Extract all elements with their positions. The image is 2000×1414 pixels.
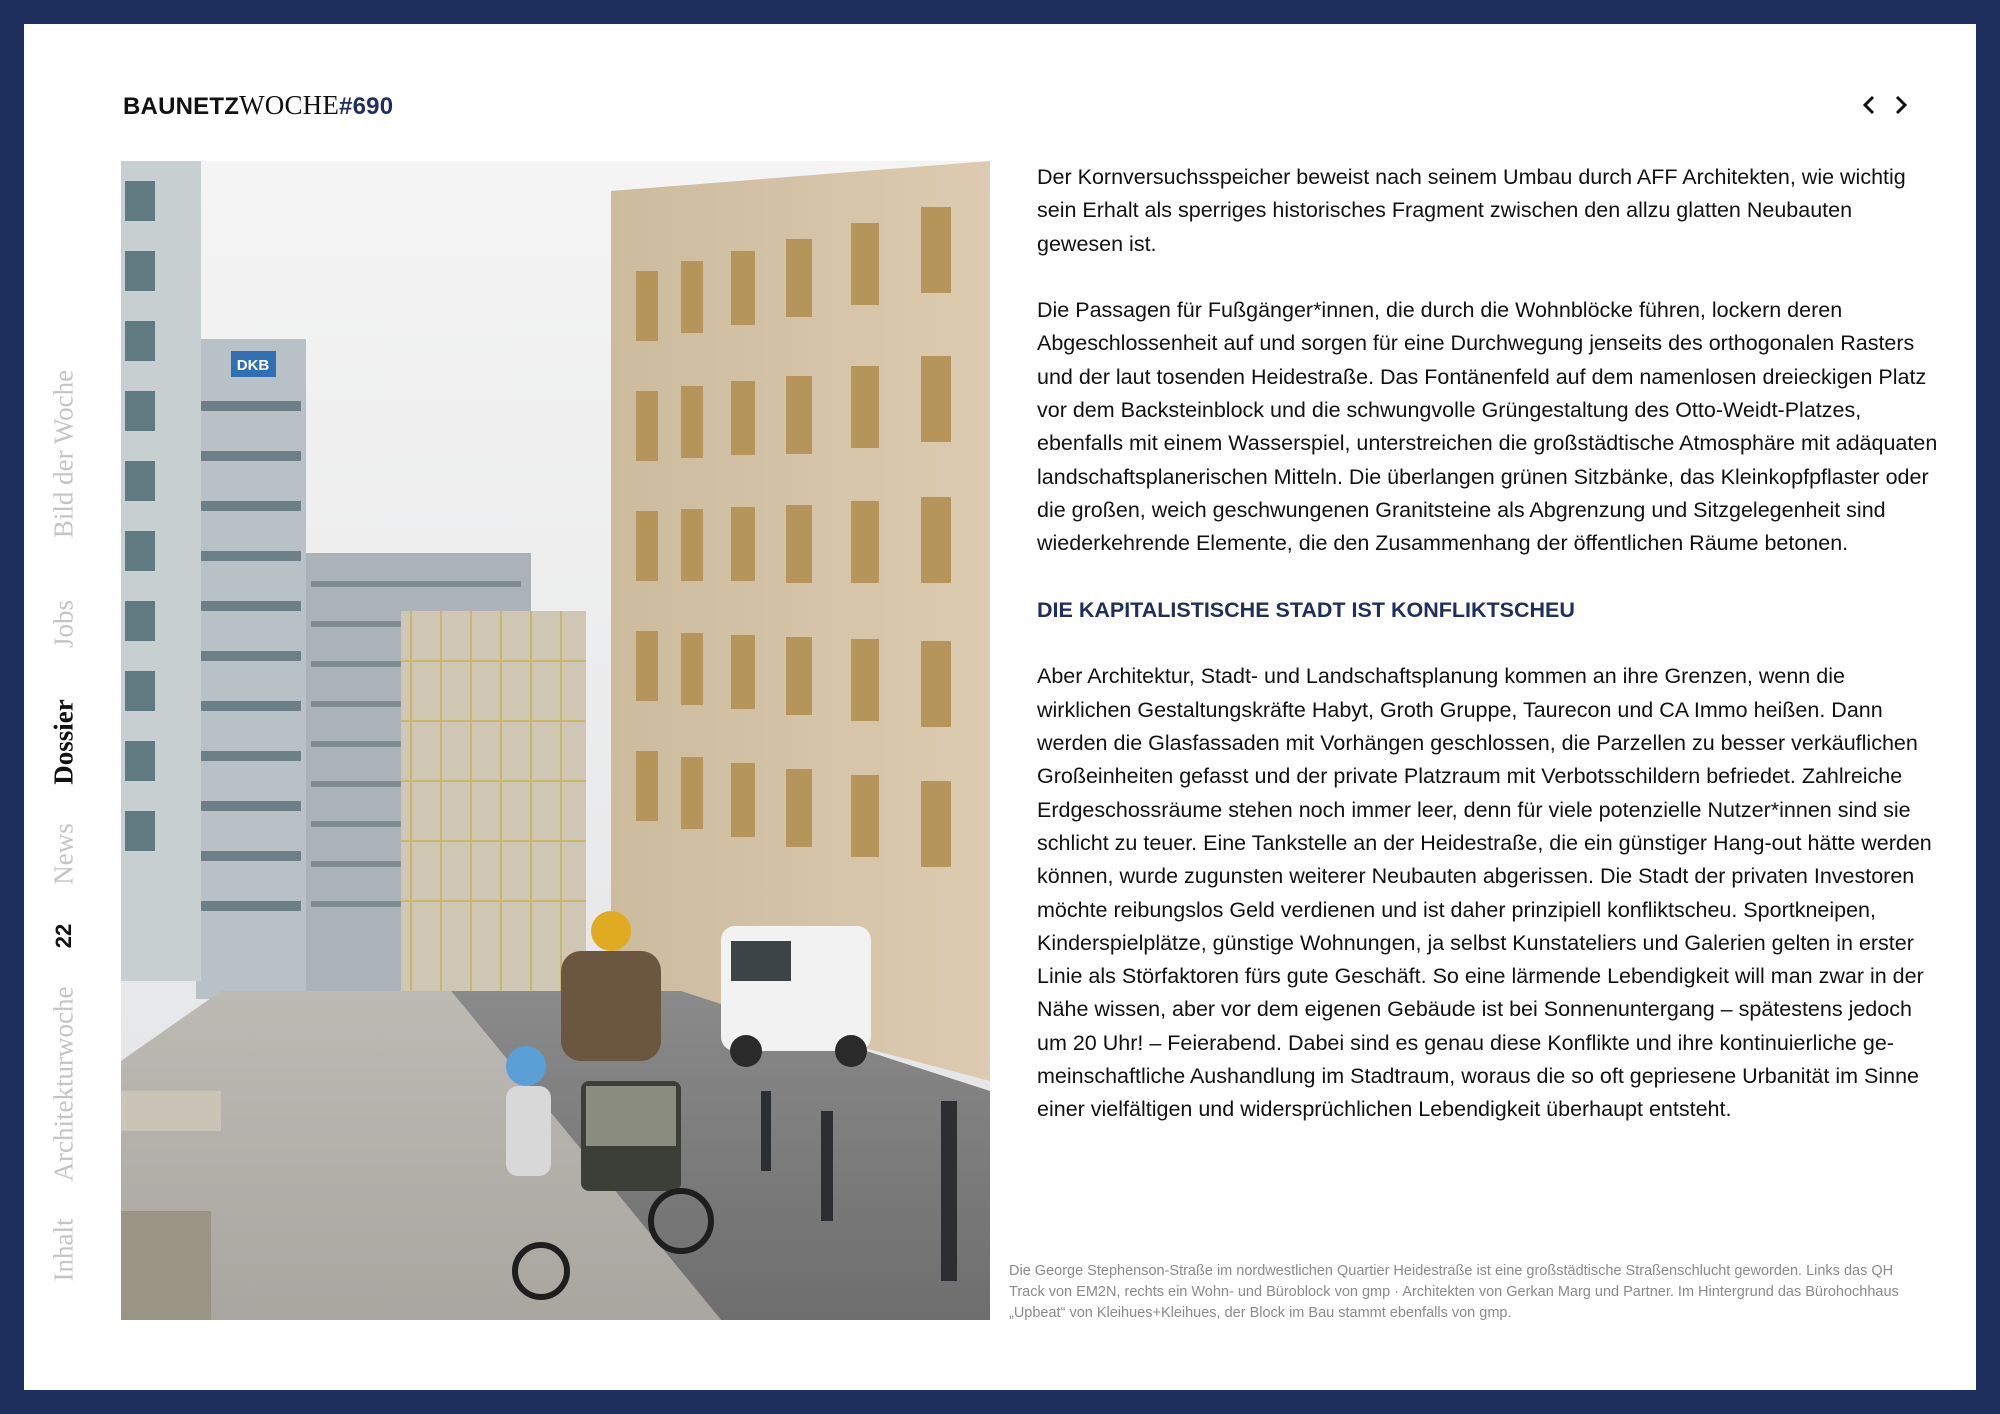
nav-architekturwoche[interactable]: Architekturwoche	[48, 986, 79, 1182]
street-photo-illustration	[121, 161, 990, 1320]
nav-inhalt[interactable]: Inhalt	[48, 1218, 79, 1282]
chevron-right-icon	[1893, 94, 1909, 116]
article-paragraph-3: Aber Architektur, Stadt- und Landschaftsplanung kommen an ihre Grenzen, wenn die wirklichen Gestaltungskräfte Habyt, Groth Gruppe, Taurecon und CA Immo heißen. Dann werden die Glasfassaden mit Vorhängen geschlossen, die Parzellen zu besser verkäuflichen Großeinheiten gefasst und der private Platzraum mit Verbotsschildern befriedet. Zahlreiche Erdgeschossräume stehen noch immer leer, denn für viele potenzielle Nutzer*innen sind sie schlicht zu teuer. Eine Tankstelle an der Heidestraße, die ein günstiger Hang-out hätte werden können, wurde zugunsten weiterer Neubauten abgerissen. Die Stadt der privaten Investoren möchte reibungslos Geld verdienen und ist daher prinzipiell konfliktscheu. Sportkneipen, Kinderspielplätze, günstige Wohnungen, ja selbst Kunstateliers und Galerien gelten in erster Linie als Störfaktoren fürs gute Geschäft. So eine lärmende Lebendigkeit will man zwar in der Nähe wissen, aber vor dem eigenen Gebäude ist bei Sonnenuntergang – spätestens jedoch um 20 Uhr! – Feierabend. Dabei sind es genau diese Konflikte und ihre kontinuierliche gemeinschaftliche Aushandlung im Stadtraum, woraus die so oft gepriesene Urbanität im Sinne einer vielfältigen und widersprüchlichen Lebendigkeit überhaupt entsteht.	[1037, 664, 1932, 1122]
page-navigation	[1856, 90, 1914, 120]
photo-caption: Die George Stephenson-Straße im nordwestlichen Quartier Heidestraße ist eine großstädtische Straßenschlucht geworden. Links das QH Track von EM2N, rechts ein Wohn- und Büroblock von gmp · Architekten von Gerkan Marg und Partner. Im Hintergrund das Bürohochhaus „Upbeat“ von Kleihues+Kleihues, der Block im Bau stammt ebenfalls von gmp.	[1009, 1263, 1899, 1321]
street-photo	[121, 161, 990, 1320]
nav-bild-der-woche[interactable]: Bild der Woche	[48, 369, 79, 539]
nav-dossier[interactable]: Dossier	[48, 699, 79, 785]
page	[24, 24, 1976, 1390]
article-paragraph-1: Der Kornversuchsspeicher beweist nach seinem Umbau durch AFF Architekten, wie wichtig sein Erhalt als sperriges historisches Fragment zwischen den allzu glatten Neubauten gewesen ist.	[1037, 165, 1906, 256]
brand-part-baunetz: BAUNETZ	[123, 93, 240, 120]
side-navigation	[34, 334, 94, 1294]
previous-page-button[interactable]	[1856, 90, 1882, 120]
sign-dkb: DKB	[236, 357, 270, 374]
article-body	[1037, 161, 1942, 1160]
page-number: 22	[51, 923, 76, 949]
nav-news[interactable]: News	[48, 823, 79, 885]
next-page-button[interactable]	[1888, 90, 1914, 120]
article-heading: DIE KAPITALISTISCHE STADT IST KONFLIKTSCHEU	[1037, 597, 1575, 622]
brand-logo[interactable]	[123, 90, 393, 121]
nav-jobs[interactable]: Jobs	[48, 599, 79, 649]
article-paragraph-2: Die Passagen für Fußgänger*innen, die durch die Wohnblöcke führen, lockern deren Abgeschlossenheit auf und sorgen für eine Durchwegung jenseits des orthogonalen Rasters und der laut tosenden Heidestraße. Das Fontänenfeld auf dem namenlosen dreieckigen Platz vor dem Backsteinblock und die schwungvolle Grüngestaltung des Otto-Weidt-Platzes, ebenfalls mit einem Wasserspiel, unterstreichen die großstädtische Atmosphäre mit adäquaten landschaftsplanerischen Mitteln. Die überlangen grünen Sitzbänke, das Kleinkopfpflaster oder die großen, weich geschwungenen Granitsteine als Abgrenzung und Sitzgelegenheit sind wiederkehrende Elemente, die den Zusammenhang der öffentlichen Räume betonen.	[1037, 298, 1938, 556]
chevron-left-icon	[1861, 94, 1877, 116]
issue-number: #690	[339, 93, 394, 120]
brand-part-woche: WOCHE	[239, 90, 340, 120]
